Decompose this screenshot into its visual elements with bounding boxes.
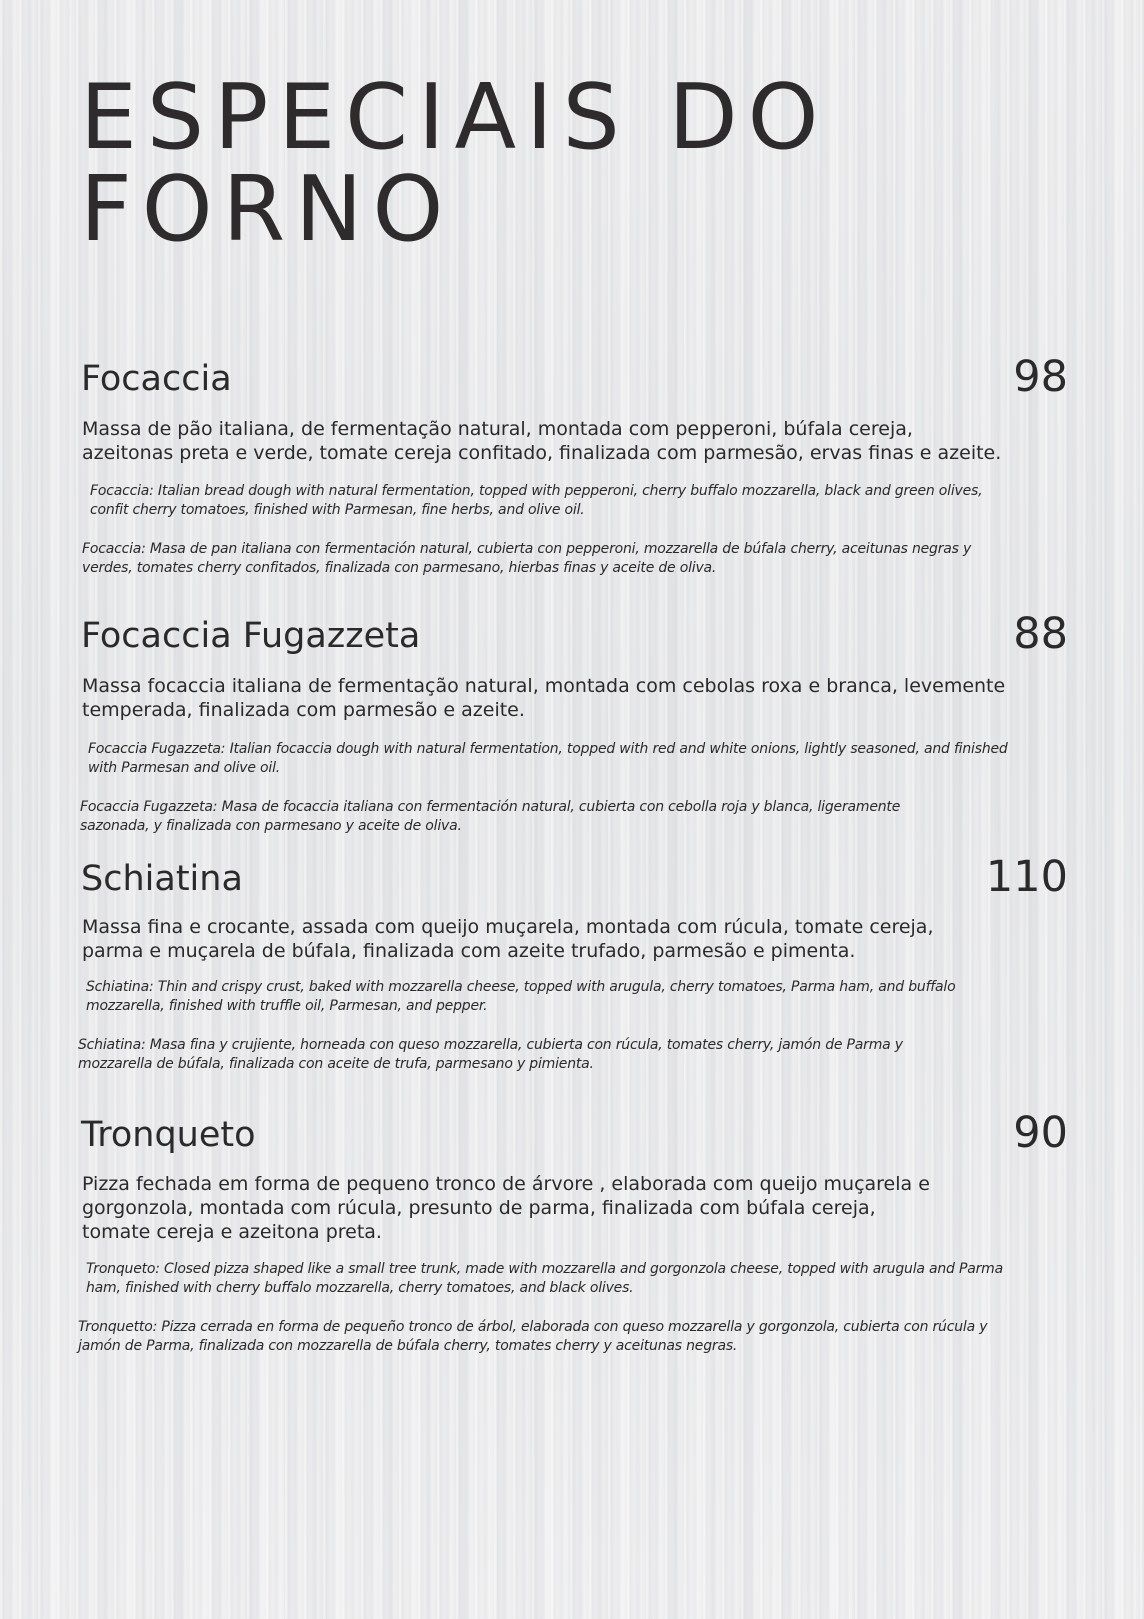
- description-spanish: Focaccia: Masa de pan italiana con fermentación natural, cubierta con pepperoni, mozzarella de búfala cherry, aceitunas negras y verdes, tomates cherry confitados, finalizada con parmesano, hierbas finas y aceite de oliva.: [82, 541, 972, 576]
- item-price: 98: [1013, 352, 1068, 402]
- description-spanish: Focaccia Fugazzeta: Masa de focaccia italiana con fermentación natural, cubierta con cebolla roja y blanca, ligeramente sazonada, y finalizada con parmesano y aceite de oliva.: [80, 799, 901, 834]
- description-english: Focaccia: Italian bread dough with natural fermentation, topped with pepperoni, cherry buffalo mozzarella, black and green olives, confit cherry tomatoes, finished with Parmesan, fine herbs, and olive oil.: [90, 483, 983, 518]
- description-english: Schiatina: Thin and crispy crust, baked with mozzarella cheese, topped with arugula, cherry tomatoes, Parma ham, and buffalo mozzarella, finished with truffle oil, Parmesan, and pepper.: [86, 979, 956, 1014]
- description-portuguese: Pizza fechada em forma de pequeno tronco de árvore , elaborada com queijo muçarela e gorgonzola, montada com rúcula, presunto de parma, finalizada com búfala cereja, tomate cereja e azeitona preta.: [82, 1173, 930, 1243]
- description-english: Tronqueto: Closed pizza shaped like a small tree trunk, made with mozzarella and gorgonzola cheese, topped with arugula and Parma ham, finished with cherry buffalo mozzarella, cherry tomatoes, and black olives.: [86, 1261, 1003, 1296]
- item-price: 90: [1013, 1108, 1068, 1158]
- page-title-line-2: FORNO: [80, 157, 454, 262]
- page-title: [80, 65, 980, 262]
- description-spanish: Tronquetto: Pizza cerrada en forma de pequeño tronco de árbol, elaborada con queso mozzarella y gorgonzola, cubierta con rúcula y jamón de Parma, finalizada con mozzarella de búfala cherry, tomates cherry y aceitunas negras.: [78, 1319, 988, 1354]
- description-spanish: Schiatina: Masa fina y crujiente, horneada con queso mozzarella, cubierta con rúcula, tomates cherry, jamón de Parma y mozzarella de búfala, finalizada con aceite de trufa, parmesano y pimienta.: [78, 1037, 903, 1072]
- description-portuguese: Massa de pão italiana, de fermentação natural, montada com pepperoni, búfala cereja, azeitonas preta e verde, tomate cereja confitado, finalizada com parmesão, ervas finas e azeite.: [82, 418, 1002, 464]
- page-title-line-1: ESPECIAIS DO: [80, 65, 829, 170]
- item-price: 88: [1013, 609, 1068, 659]
- item-price: 110: [985, 852, 1068, 902]
- description-english: Focaccia Fugazzeta: Italian focaccia dough with natural fermentation, topped with red and white onions, lightly seasoned, and finished with Parmesan and olive oil.: [88, 741, 1008, 776]
- item-name: Tronqueto: [81, 1115, 256, 1155]
- item-name: Focaccia: [81, 359, 232, 399]
- item-name: Focaccia Fugazzeta: [81, 616, 421, 656]
- description-portuguese: Massa fina e crocante, assada com queijo muçarela, montada com rúcula, tomate cereja, parma e muçarela de búfala, finalizada com azeite trufado, parmesão e pimenta.: [82, 916, 934, 962]
- item-name: Schiatina: [81, 859, 243, 899]
- description-portuguese: Massa focaccia italiana de fermentação natural, montada com cebolas roxa e branca, levemente temperada, finalizada com parmesão e azeite.: [82, 675, 1006, 721]
